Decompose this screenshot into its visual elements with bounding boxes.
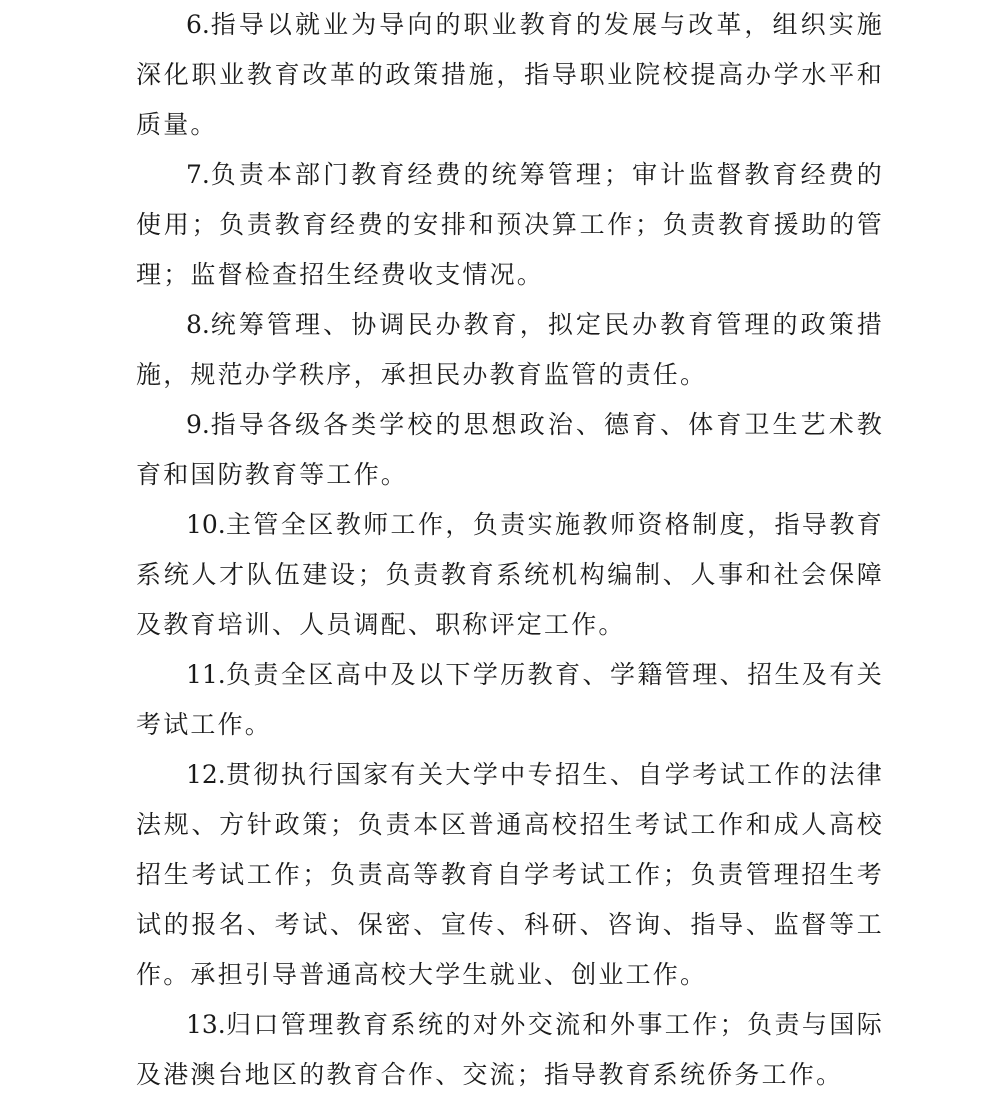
- item-text: 统筹管理、协调民办教育，拟定民办教育管理的政策措施，规范办学秩序，承担民办教育监管的责任。: [136, 310, 884, 389]
- duty-item-13: [136, 1000, 884, 1100]
- duty-item-11: [136, 650, 884, 750]
- item-number: 11.: [186, 660, 226, 689]
- item-number: 12.: [186, 760, 226, 789]
- duty-item-7: [136, 150, 884, 300]
- item-text: 贯彻执行国家有关大学中专招生、自学考试工作的法律法规、方针政策；负责本区普通高校招生考试工作和成人高校招生考试工作；负责高等教育自学考试工作；负责管理招生考试的报名、考试、保密、宣传、科研、咨询、指导、监督等工作。承担引导普通高校大学生就业、创业工作。: [136, 760, 884, 989]
- item-number: 6.: [186, 10, 210, 39]
- item-number: 7.: [186, 160, 210, 189]
- duty-item-10: [136, 500, 884, 650]
- document-body: [136, 0, 884, 1100]
- item-text: 负责全区高中及以下学历教育、学籍管理、招生及有关考试工作。: [136, 660, 884, 739]
- item-text: 负责本部门教育经费的统筹管理；审计监督教育经费的使用；负责教育经费的安排和预决算工作；负责教育援助的管理；监督检查招生经费收支情况。: [136, 160, 884, 289]
- item-number: 10.: [186, 510, 226, 539]
- item-number: 13.: [186, 1010, 226, 1039]
- item-text: 指导以就业为导向的职业教育的发展与改革，组织实施深化职业教育改革的政策措施，指导职业院校提高办学水平和质量。: [136, 10, 884, 139]
- item-number: 9.: [186, 410, 210, 439]
- duty-item-12: [136, 750, 884, 1000]
- item-number: 8.: [186, 310, 210, 339]
- item-text: 主管全区教师工作，负责实施教师资格制度，指导教育系统人才队伍建设；负责教育系统机构编制、人事和社会保障及教育培训、人员调配、职称评定工作。: [136, 510, 884, 639]
- item-text: 归口管理教育系统的对外交流和外事工作；负责与国际及港澳台地区的教育合作、交流；指导教育系统侨务工作。: [136, 1010, 884, 1089]
- duty-item-6: [136, 0, 884, 150]
- item-text: 指导各级各类学校的思想政治、德育、体育卫生艺术教育和国防教育等工作。: [136, 410, 884, 489]
- duty-item-9: [136, 400, 884, 500]
- duty-item-8: [136, 300, 884, 400]
